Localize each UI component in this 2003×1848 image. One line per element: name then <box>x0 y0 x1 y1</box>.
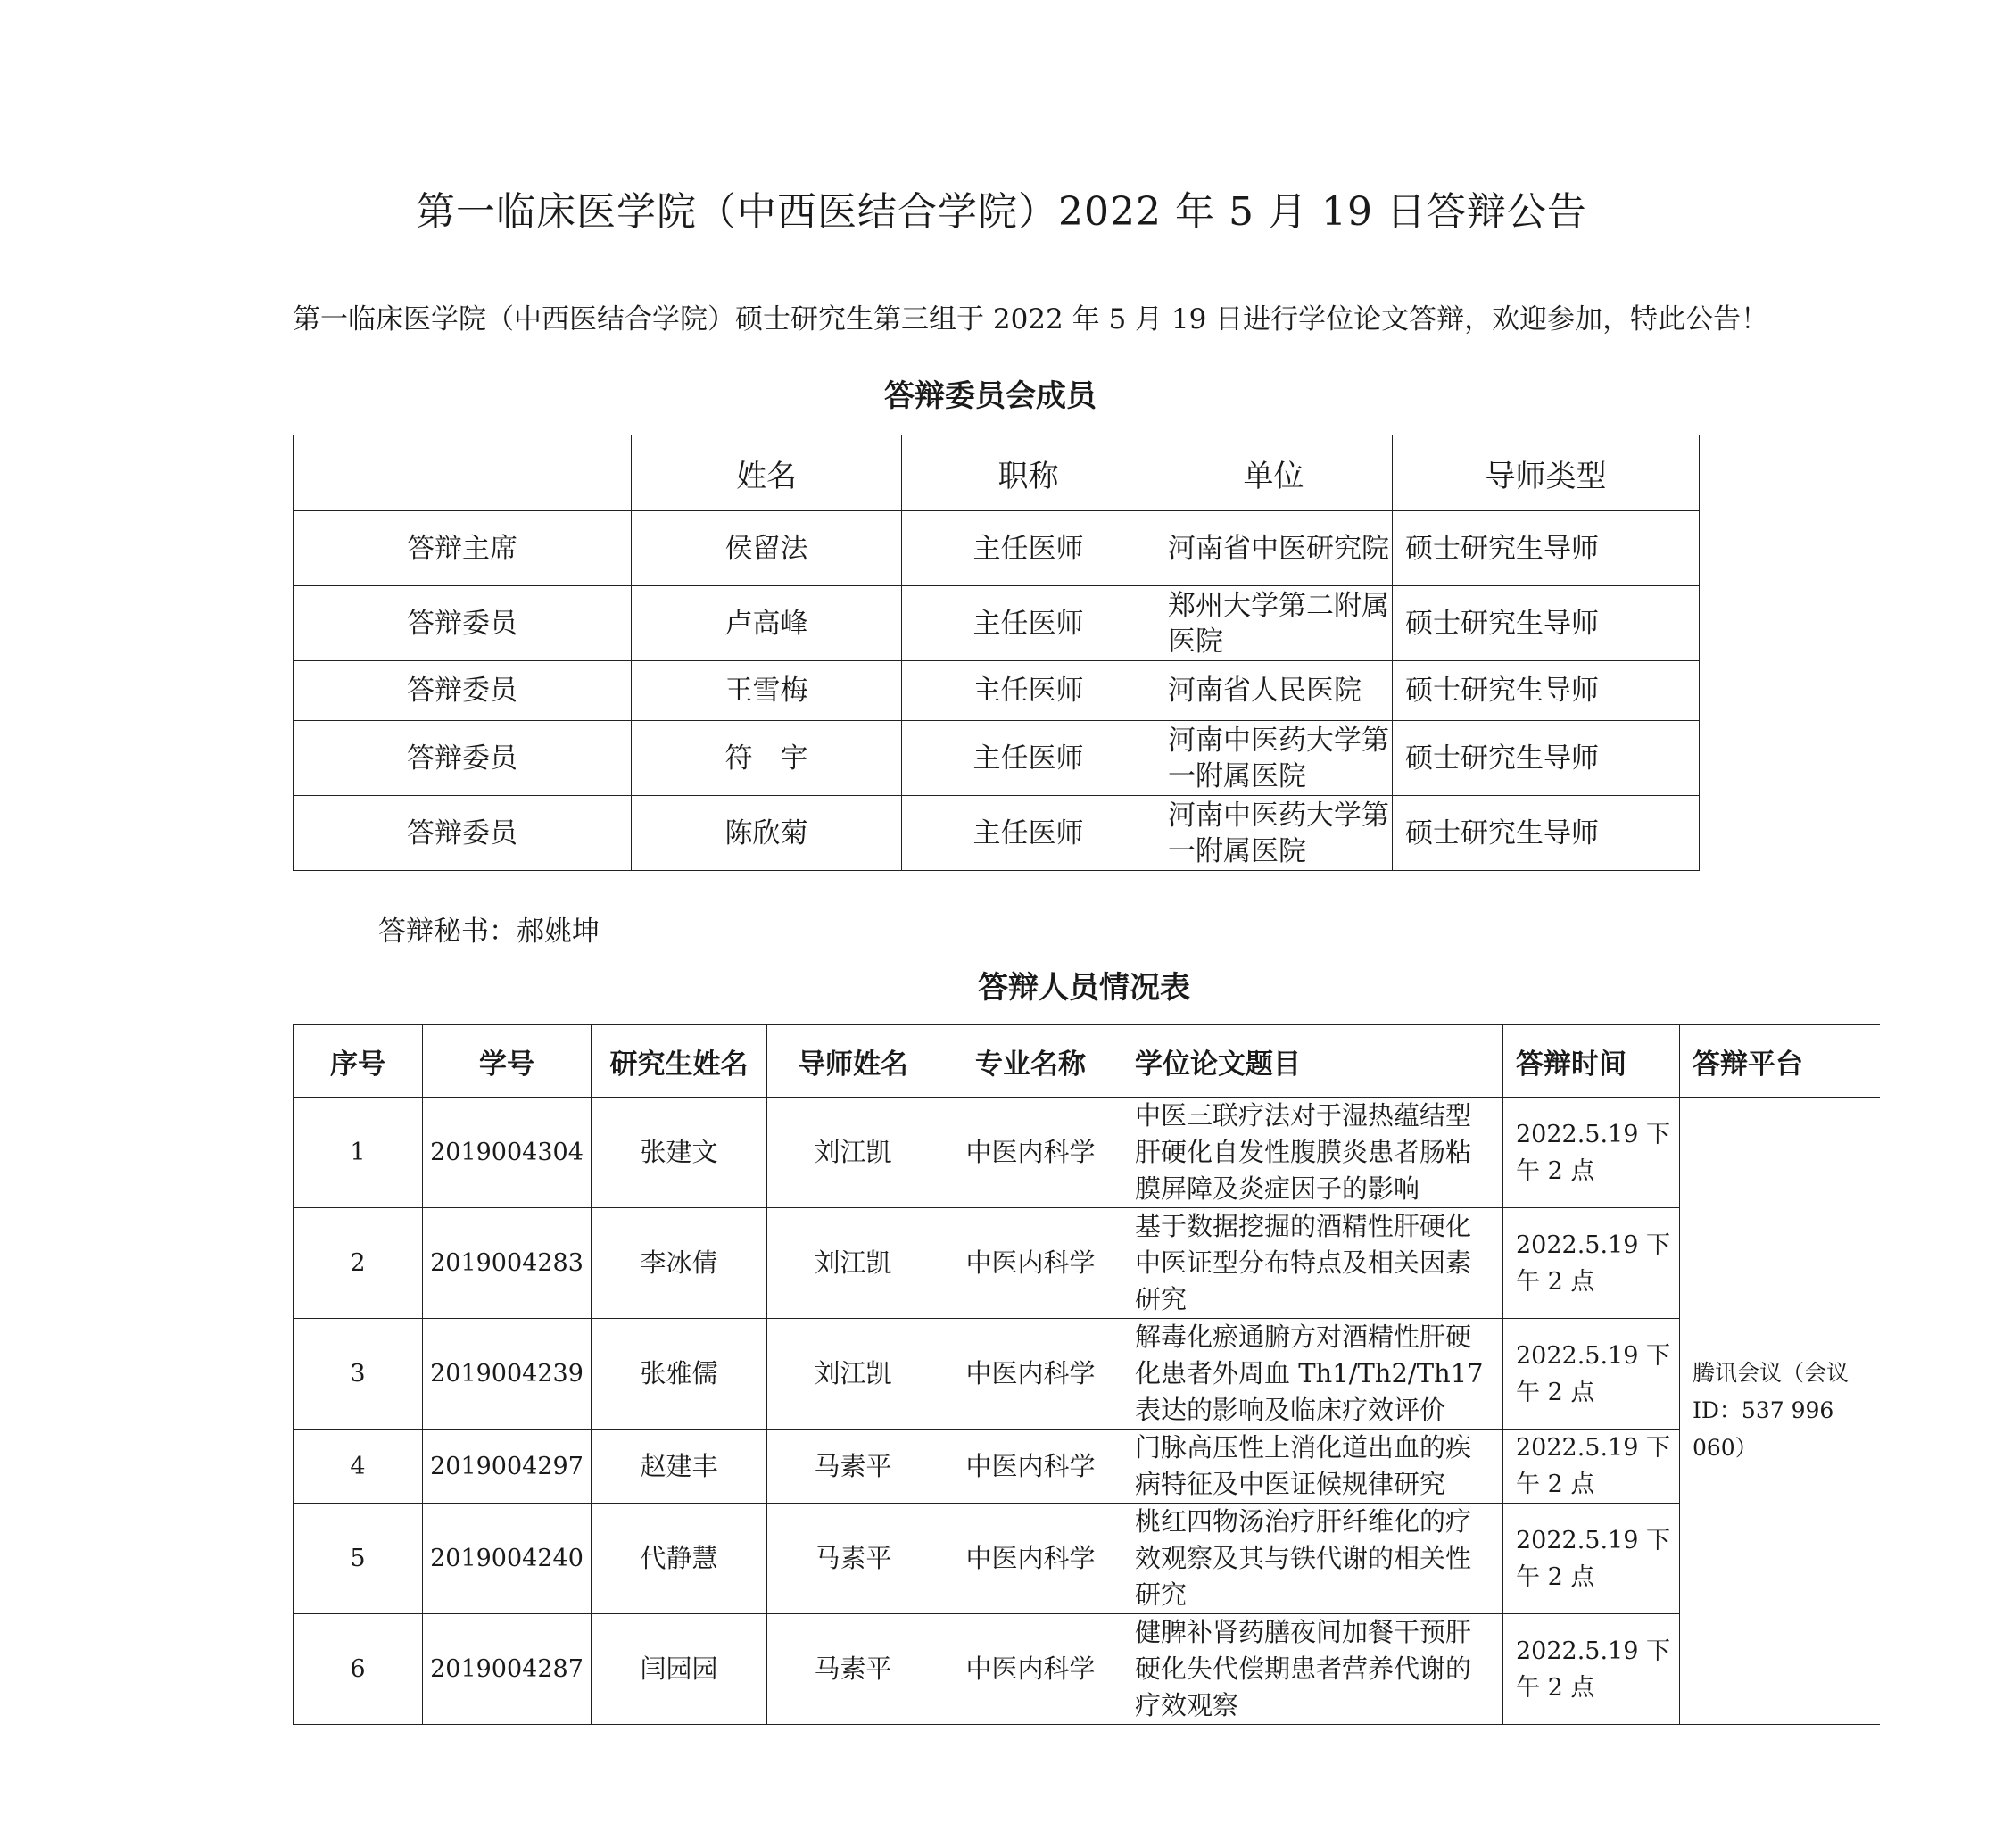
student-advisor: 刘江凯 <box>767 1319 939 1430</box>
student-id: 2019004283 <box>423 1208 592 1319</box>
student-major: 中医内科学 <box>939 1504 1122 1614</box>
committee-unit: 河南中医药大学第一附属医院 <box>1155 721 1393 796</box>
committee-col-role <box>294 435 632 511</box>
student-name: 赵建丰 <box>592 1430 767 1504</box>
committee-unit: 河南中医药大学第一附属医院 <box>1155 796 1393 871</box>
student-id: 2019004239 <box>423 1319 592 1430</box>
student-no: 1 <box>294 1098 423 1208</box>
committee-role: 答辩委员 <box>294 796 632 871</box>
committee-header-row <box>294 435 1700 511</box>
committee-table <box>293 435 1700 871</box>
students-col-advisor: 导师姓名 <box>767 1025 939 1098</box>
student-major: 中医内科学 <box>939 1098 1122 1208</box>
student-row <box>294 1098 1880 1208</box>
student-thesis: 基于数据挖掘的酒精性肝硬化中医证型分布特点及相关因素研究 <box>1122 1208 1503 1319</box>
committee-name: 陈欣菊 <box>632 796 902 871</box>
students-col-major: 专业名称 <box>939 1025 1122 1098</box>
committee-row <box>294 796 1700 871</box>
committee-title: 主任医师 <box>902 661 1155 721</box>
student-no: 6 <box>294 1614 423 1725</box>
students-table <box>293 1024 1880 1725</box>
student-time: 2022.5.19 下午 2 点 <box>1503 1430 1680 1504</box>
committee-name: 卢高峰 <box>632 586 902 661</box>
committee-mentor-type: 硕士研究生导师 <box>1393 511 1700 586</box>
student-name: 李冰倩 <box>592 1208 767 1319</box>
student-no: 4 <box>294 1430 423 1504</box>
student-advisor: 刘江凯 <box>767 1208 939 1319</box>
committee-name: 符 宇 <box>632 721 902 796</box>
student-name: 张建文 <box>592 1098 767 1208</box>
student-advisor: 马素平 <box>767 1614 939 1725</box>
committee-title: 主任医师 <box>902 511 1155 586</box>
intro-paragraph: 第一临床医学院（中西医结合学院）硕士研究生第三组于 2022 年 5 月 19 日进行学位论文答辩，欢迎参加，特此公告！ <box>293 303 1769 336</box>
committee-row <box>294 721 1700 796</box>
student-time: 2022.5.19 下午 2 点 <box>1503 1098 1680 1208</box>
student-no: 3 <box>294 1319 423 1430</box>
student-no: 2 <box>294 1208 423 1319</box>
committee-col-unit: 单位 <box>1155 435 1393 511</box>
committee-title: 主任医师 <box>902 586 1155 661</box>
committee-col-title: 职称 <box>902 435 1155 511</box>
student-thesis: 门脉高压性上消化道出血的疾病特征及中医证候规律研究 <box>1122 1430 1503 1504</box>
students-col-id: 学号 <box>423 1025 592 1098</box>
students-col-no: 序号 <box>294 1025 423 1098</box>
student-time: 2022.5.19 下午 2 点 <box>1503 1208 1680 1319</box>
committee-role: 答辩委员 <box>294 661 632 721</box>
committee-heading: 答辩委员会成员 <box>884 378 1097 414</box>
student-advisor: 刘江凯 <box>767 1098 939 1208</box>
committee-role: 答辩委员 <box>294 586 632 661</box>
student-advisor: 马素平 <box>767 1504 939 1614</box>
committee-row <box>294 661 1700 721</box>
students-col-time: 答辩时间 <box>1503 1025 1680 1098</box>
student-major: 中医内科学 <box>939 1430 1122 1504</box>
defense-platform: 腾讯会议（会议 ID：537 996 060） <box>1680 1098 1880 1725</box>
page-title: 第一临床医学院（中西医结合学院）2022 年 5 月 19 日答辩公告 <box>416 189 1587 235</box>
committee-mentor-type: 硕士研究生导师 <box>1393 721 1700 796</box>
students-heading: 答辩人员情况表 <box>978 970 1190 1006</box>
student-advisor: 马素平 <box>767 1430 939 1504</box>
student-name: 闫园园 <box>592 1614 767 1725</box>
student-id: 2019004240 <box>423 1504 592 1614</box>
committee-unit: 河南省人民医院 <box>1155 661 1393 721</box>
student-id: 2019004304 <box>423 1098 592 1208</box>
student-row <box>294 1208 1880 1319</box>
committee-title: 主任医师 <box>902 796 1155 871</box>
committee-role: 答辩主席 <box>294 511 632 586</box>
committee-mentor-type: 硕士研究生导师 <box>1393 586 1700 661</box>
student-major: 中医内科学 <box>939 1614 1122 1725</box>
committee-row <box>294 511 1700 586</box>
committee-name: 王雪梅 <box>632 661 902 721</box>
students-col-name: 研究生姓名 <box>592 1025 767 1098</box>
student-time: 2022.5.19 下午 2 点 <box>1503 1319 1680 1430</box>
secretary-line: 答辩秘书：郝姚坤 <box>378 916 600 948</box>
student-thesis: 解毒化瘀通腑方对酒精性肝硬化患者外周血 Th1/Th2/Th17 表达的影响及临床疗效评价 <box>1122 1319 1503 1430</box>
committee-col-name: 姓名 <box>632 435 902 511</box>
committee-title: 主任医师 <box>902 721 1155 796</box>
committee-name: 侯留法 <box>632 511 902 586</box>
student-row <box>294 1614 1880 1725</box>
student-time: 2022.5.19 下午 2 点 <box>1503 1504 1680 1614</box>
committee-unit: 郑州大学第二附属医院 <box>1155 586 1393 661</box>
student-id: 2019004287 <box>423 1614 592 1725</box>
student-row <box>294 1430 1880 1504</box>
students-col-platform: 答辩平台 <box>1680 1025 1880 1098</box>
student-thesis: 桃红四物汤治疗肝纤维化的疗效观察及其与铁代谢的相关性研究 <box>1122 1504 1503 1614</box>
student-row <box>294 1319 1880 1430</box>
committee-mentor-type: 硕士研究生导师 <box>1393 661 1700 721</box>
student-time: 2022.5.19 下午 2 点 <box>1503 1614 1680 1725</box>
committee-unit: 河南省中医研究院 <box>1155 511 1393 586</box>
student-no: 5 <box>294 1504 423 1614</box>
committee-col-mentor-type: 导师类型 <box>1393 435 1700 511</box>
students-col-thesis: 学位论文题目 <box>1122 1025 1503 1098</box>
committee-row <box>294 586 1700 661</box>
student-row <box>294 1504 1880 1614</box>
student-name: 张雅儒 <box>592 1319 767 1430</box>
student-id: 2019004297 <box>423 1430 592 1504</box>
student-major: 中医内科学 <box>939 1319 1122 1430</box>
committee-role: 答辩委员 <box>294 721 632 796</box>
committee-mentor-type: 硕士研究生导师 <box>1393 796 1700 871</box>
students-header-row <box>294 1025 1880 1098</box>
student-major: 中医内科学 <box>939 1208 1122 1319</box>
student-thesis: 健脾补肾药膳夜间加餐干预肝硬化失代偿期患者营养代谢的疗效观察 <box>1122 1614 1503 1725</box>
student-thesis: 中医三联疗法对于湿热蕴结型肝硬化自发性腹膜炎患者肠粘膜屏障及炎症因子的影响 <box>1122 1098 1503 1208</box>
student-name: 代静慧 <box>592 1504 767 1614</box>
